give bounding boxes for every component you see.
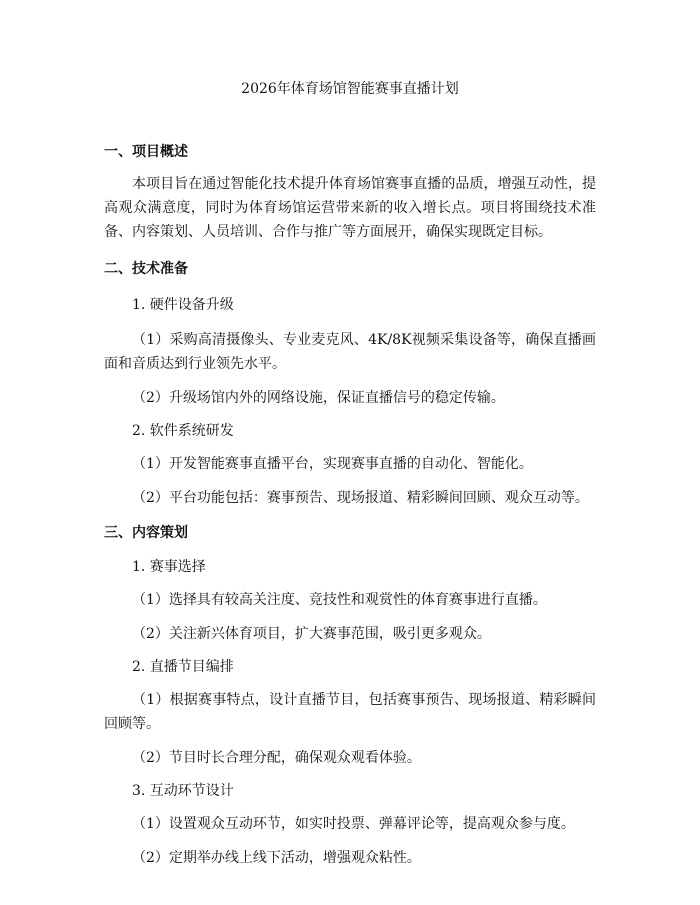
list-item: （1）选择具有较高关注度、竞技性和观赏性的体育赛事进行直播。: [132, 592, 547, 608]
section-heading: 一、项目概述: [104, 144, 188, 160]
subsection-title: 2. 软件系统研发: [132, 423, 234, 439]
list-item: （2）节目时长合理分配，确保观众观看体验。: [132, 750, 421, 766]
list-item: （1）开发智能赛事直播平台，实现赛事直播的自动化、智能化。: [132, 456, 533, 472]
list-item: （1）根据赛事特点，设计直播节目，包括赛事预告、现场报道、精彩瞬间回顾等。: [104, 692, 596, 732]
section-heading: 二、技术准备: [104, 261, 188, 277]
subsection-title: 1. 硬件设备升级: [132, 297, 234, 313]
list-item: （2）平台功能包括：赛事预告、现场报道、精彩瞬间回顾、观众互动等。: [132, 490, 589, 506]
list-item: （1）设置观众互动环节，如实时投票、弹幕评论等，提高观众参与度。: [132, 816, 575, 832]
document-body: [104, 141, 596, 870]
section-overview: [104, 141, 596, 244]
subsection-title: 1. 赛事选择: [132, 559, 206, 575]
section-technical-prep: [104, 258, 596, 510]
section-content-planning: [104, 522, 596, 870]
list-item: （2）定期举办线上线下活动，增强观众粘性。: [132, 850, 421, 866]
subsection-title: 2. 直播节目编排: [132, 659, 234, 675]
section-heading: 三、内容策划: [104, 525, 188, 541]
subsection-title: 3. 互动环节设计: [132, 783, 234, 799]
section-paragraph: 本项目旨在通过智能化技术提升体育场馆赛事直播的品质，增强互动性，提高观众满意度，同时为体育场馆运营带来新的收入增长点。项目将围绕技术准备、内容策划、人员培训、合作与推广等方面展开，确保实现既定目标。: [104, 176, 596, 240]
document-title: 2026年体育场馆智能赛事直播计划: [241, 81, 459, 97]
list-item: （2）关注新兴体育项目，扩大赛事范围，吸引更多观众。: [132, 626, 491, 642]
list-item: （2）升级场馆内外的网络设施，保证直播信号的稳定传输。: [132, 390, 505, 406]
list-item: （1）采购高清摄像头、专业麦克风、4K/8K视频采集设备等，确保直播画面和音质达到行业领先水平。: [104, 332, 596, 372]
